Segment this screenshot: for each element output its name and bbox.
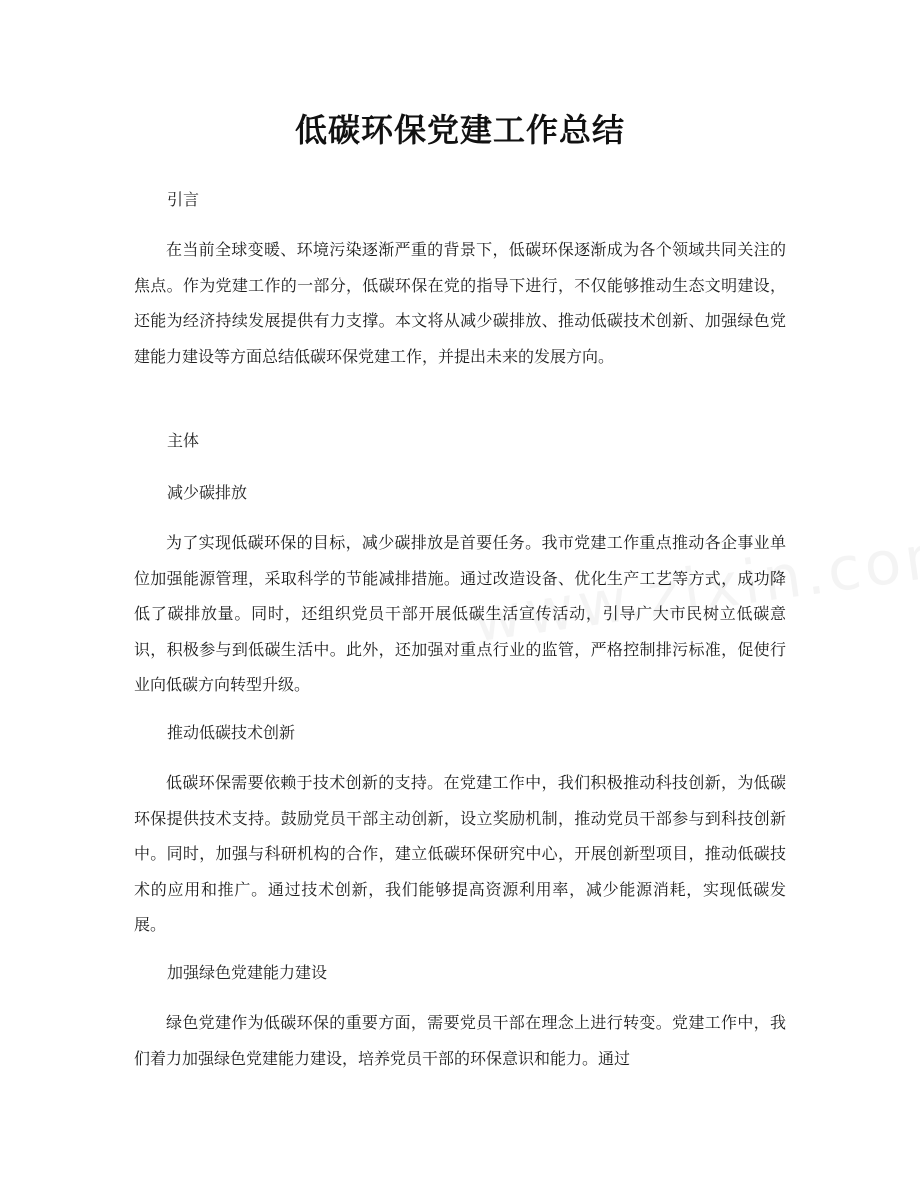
paragraph-tech-innovation: 低碳环保需要依赖于技术创新的支持。在党建工作中，我们积极推动科技创新，为低碳环保提供技术支持。鼓励党员干部主动创新，设立奖励机制，推动党员干部参与到科技创新中。同时，加强与科研机构的合作，建立低碳环保研究中心，开展创新型项目，推动低碳技术的应用和推广。通过技术创新，我们能够提高资源利用率，减少能源消耗，实现低碳发展。 xyxy=(134,773,786,934)
section-heading-tech-innovation: 推动低碳技术创新 xyxy=(167,723,296,742)
paragraph-green-party: 绿色党建作为低碳环保的重要方面，需要党员干部在理念上进行转变。党建工作中，我们着力加强绿色党建能力建设，培养党员干部的环保意识和能力。通过 xyxy=(134,1013,786,1068)
section-heading-green-party: 加强绿色党建能力建设 xyxy=(167,963,328,982)
section-heading-body: 主体 xyxy=(167,431,200,450)
paragraph-reduce-carbon: 为了实现低碳环保的目标，减少碳排放是首要任务。我市党建工作重点推动各企事业单位加强能源管理，采取科学的节能减排措施。通过改造设备、优化生产工艺等方式，成功降低了碳排放量。同时，还组织党员干部开展低碳生活宣传活动，引导广大市民树立低碳意识，积极参与到低碳生活中。此外，还加强对重点行业的监管，严格控制排污标准，促使行业向低碳方向转型升级。 xyxy=(134,533,786,694)
document-title: 低碳环保党建工作总结 xyxy=(294,111,625,149)
paragraph-intro: 在当前全球变暖、环境污染逐渐严重的背景下，低碳环保逐渐成为各个领域共同关注的焦点。作为党建工作的一部分，低碳环保在党的指导下进行，不仅能够推动生态文明建设，还能为经济持续发展提供有力支撑。本文将从减少碳排放、推动低碳技术创新、加强绿色党建能力建设等方面总结低碳环保党建工作，并提出未来的发展方向。 xyxy=(134,240,786,366)
section-heading-reduce-carbon: 减少碳排放 xyxy=(167,483,248,502)
section-heading-intro: 引言 xyxy=(167,190,200,209)
